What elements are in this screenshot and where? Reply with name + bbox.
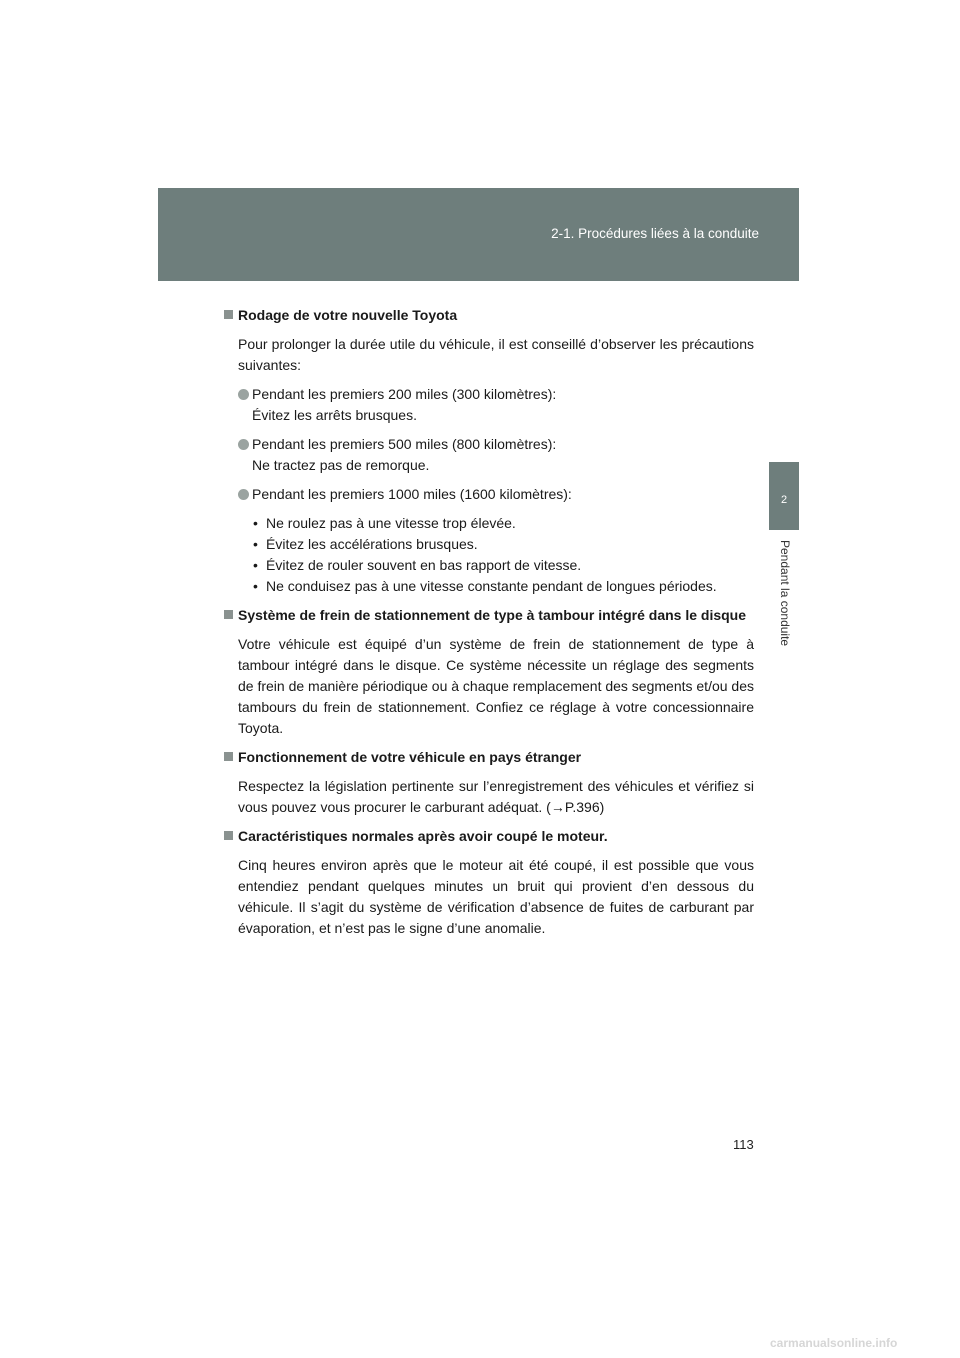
- circle-bullet-icon: [238, 489, 249, 500]
- list-item: • Ne conduisez pas à une vitesse constante pendant de longues périodes.: [253, 578, 717, 594]
- square-bullet-icon: [224, 831, 233, 840]
- list-item: • Ne roulez pas à une vitesse trop élevée.: [253, 515, 516, 531]
- paragraph: Pour prolonger la durée utile du véhicule, il est conseillé d’observer les précautions suivantes:: [238, 336, 754, 373]
- list-item: Pendant les premiers 200 miles (300 kilomètres): Évitez les arrêts brusques.: [224, 384, 754, 426]
- section-heading-frein: Système de frein de stationnement de type à tambour intégré dans le disque: [224, 605, 754, 626]
- section-title: 2-1. Procédures liées à la conduite: [551, 226, 759, 241]
- square-bullet-icon: [224, 752, 233, 761]
- square-bullet-icon: [224, 310, 233, 319]
- list-item: Pendant les premiers 1000 miles (1600 kilomètres):: [224, 484, 754, 505]
- chapter-label-text: Pendant la conduite: [778, 540, 792, 647]
- circle-bullet-icon: [238, 439, 249, 450]
- chapter-tab: [769, 462, 799, 530]
- list-item: Pendant les premiers 500 miles (800 kilomètres): Ne tractez pas de remorque.: [224, 434, 754, 476]
- paragraph: Cinq heures environ après que le moteur ait été coupé, il est possible que vous entendiez pendant quelques minutes un bruit qui provient d’en dessous du véhicule. Il s’agit du système de vérification d’absence de fuites de carburant par évaporation, et n’est pas le signe d’une anomalie.: [238, 857, 754, 936]
- paragraph: Votre véhicule est équipé d’un système de frein de stationnement de type à tambour intégré dans le disque. Ce système nécessite un réglage des segments de frein de manière périodique ou à chaque remplacement des segments et/ou des tambours du frein de stationnement. Confiez ce réglage à votre concessionnaire Toyota.: [238, 636, 754, 736]
- chapter-number: 2: [780, 494, 788, 506]
- page-content: [224, 305, 754, 947]
- square-bullet-icon: [224, 610, 233, 619]
- chapter-label: [770, 540, 798, 670]
- list-item: • Évitez les accélérations brusques.: [253, 536, 478, 552]
- bullet-list: [224, 513, 754, 597]
- section-heading-etranger: Fonctionnement de votre véhicule en pays étranger: [224, 747, 754, 768]
- page-number: 113: [733, 1137, 754, 1152]
- paragraph: Respectez la législation pertinente sur l’enregistrement des véhicules et vérifiez si vous pouvez vous procurer le carburant adéquat. (→P.396): [238, 778, 754, 815]
- list-item: • Évitez de rouler souvent en bas rapport de vitesse.: [253, 557, 582, 573]
- header-band: [158, 188, 799, 281]
- section-heading-rodage: Rodage de votre nouvelle Toyota: [224, 305, 754, 326]
- watermark: carmanualsonline.info: [770, 1336, 898, 1350]
- circle-bullet-icon: [238, 389, 249, 400]
- section-heading-moteur: Caractéristiques normales après avoir coupé le moteur.: [224, 826, 754, 847]
